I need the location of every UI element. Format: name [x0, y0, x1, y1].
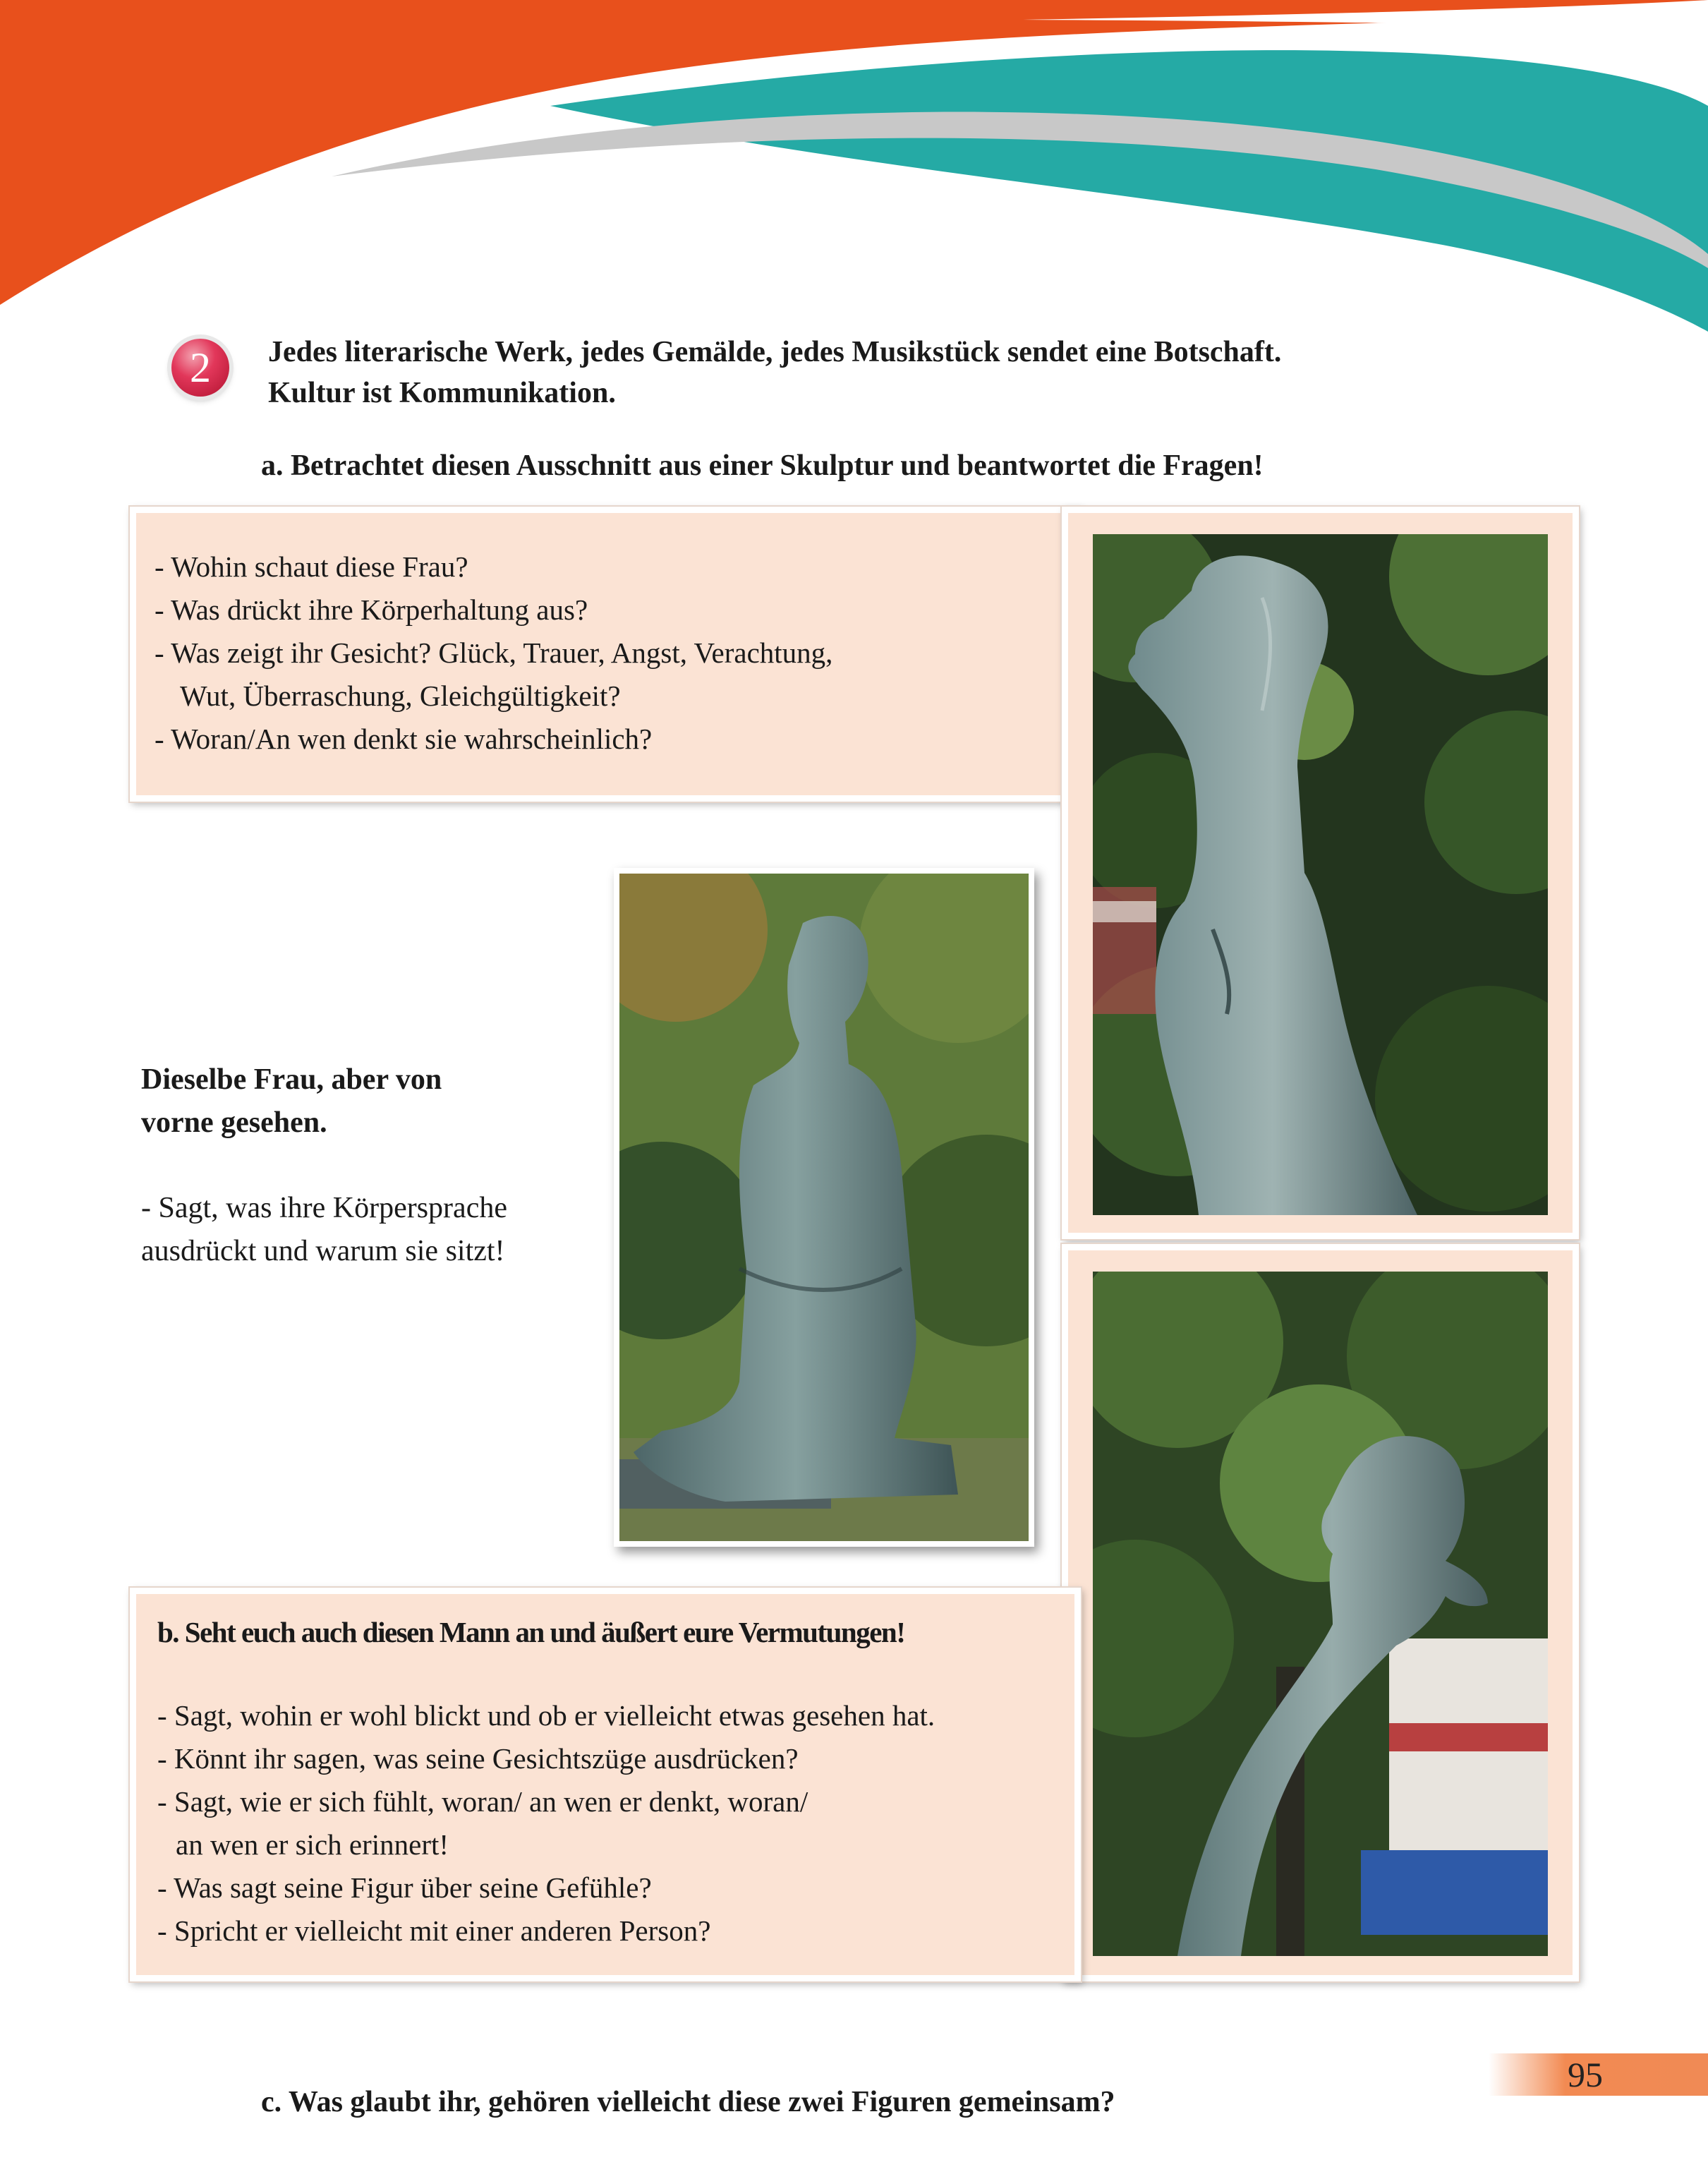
question-list-b [157, 1694, 935, 1952]
sculpture-woman-front-image [619, 874, 1029, 1541]
photo-frame-man [1062, 1244, 1579, 1981]
intro-line: Kultur ist Kommunikation. [268, 377, 616, 409]
task-intro [268, 332, 1510, 414]
sculpture-woman-side-image [1093, 534, 1548, 1215]
front-view-description [141, 1058, 593, 1273]
page-number: 95 [1568, 2055, 1603, 2094]
task-c-heading: c. Was glaubt ihr, gehören vielleicht diese zwei Figuren gemeinsam? [261, 2086, 1115, 2118]
question-panel-b [130, 1588, 1081, 1981]
photo-man [1093, 1272, 1548, 1956]
caption-line: vorne gesehen. [141, 1106, 327, 1139]
page-number-tab [1489, 2053, 1708, 2096]
question-panel-a [130, 507, 1081, 802]
question-item: Wut, Überraschung, Gleichgültigkeit? [180, 680, 621, 712]
photo-frame-woman-side [1062, 507, 1579, 1239]
question-item: - Was zeigt ihr Gesicht? Glück, Trauer, Angst, Verachtung, [155, 636, 833, 669]
task-number-badge: 2 [171, 339, 229, 397]
question-item: - Sagt, wie er sich fühlt, woran/ an wen er denkt, woran/ [157, 1785, 808, 1818]
question-item: an wen er sich erinnert! [176, 1828, 449, 1861]
header-swoosh [0, 0, 1708, 332]
intro-line: Jedes literarische Werk, jedes Gemälde, jedes Musikstück sendet eine Botschaft. [268, 336, 1282, 368]
task-a-heading: a. Betrachtet diesen Ausschnitt aus einer Skulptur und beantwortet die Fragen! [261, 449, 1264, 482]
task-b-heading: b. Seht euch auch diesen Mann an und äußert eure Vermutungen! [157, 1616, 905, 1648]
question-item: - Woran/An wen denkt sie wahrscheinlich? [155, 723, 653, 755]
sculpture-man-image [1093, 1272, 1548, 1956]
photo-woman-front [614, 868, 1034, 1547]
question-item: - Was drückt ihre Körperhaltung aus? [155, 593, 588, 626]
caption-line: Dieselbe Frau, aber von [141, 1063, 442, 1096]
question-item: - Sagt, wohin er wohl blickt und ob er vielleicht etwas gesehen hat. [157, 1699, 935, 1732]
photo-woman-side [1093, 534, 1548, 1215]
question-list-a [155, 545, 832, 761]
question-item: - Spricht er vielleicht mit einer anderen Person? [157, 1914, 711, 1947]
prompt-line: ausdrückt und warum sie sitzt! [141, 1235, 505, 1267]
question-item: - Was sagt seine Figur über seine Gefühle? [157, 1871, 652, 1904]
question-item: - Könnt ihr sagen, was seine Gesichtszüge ausdrücken? [157, 1742, 799, 1775]
question-item: - Wohin schaut diese Frau? [155, 550, 468, 583]
prompt-line: - Sagt, was ihre Körpersprache [141, 1192, 507, 1224]
